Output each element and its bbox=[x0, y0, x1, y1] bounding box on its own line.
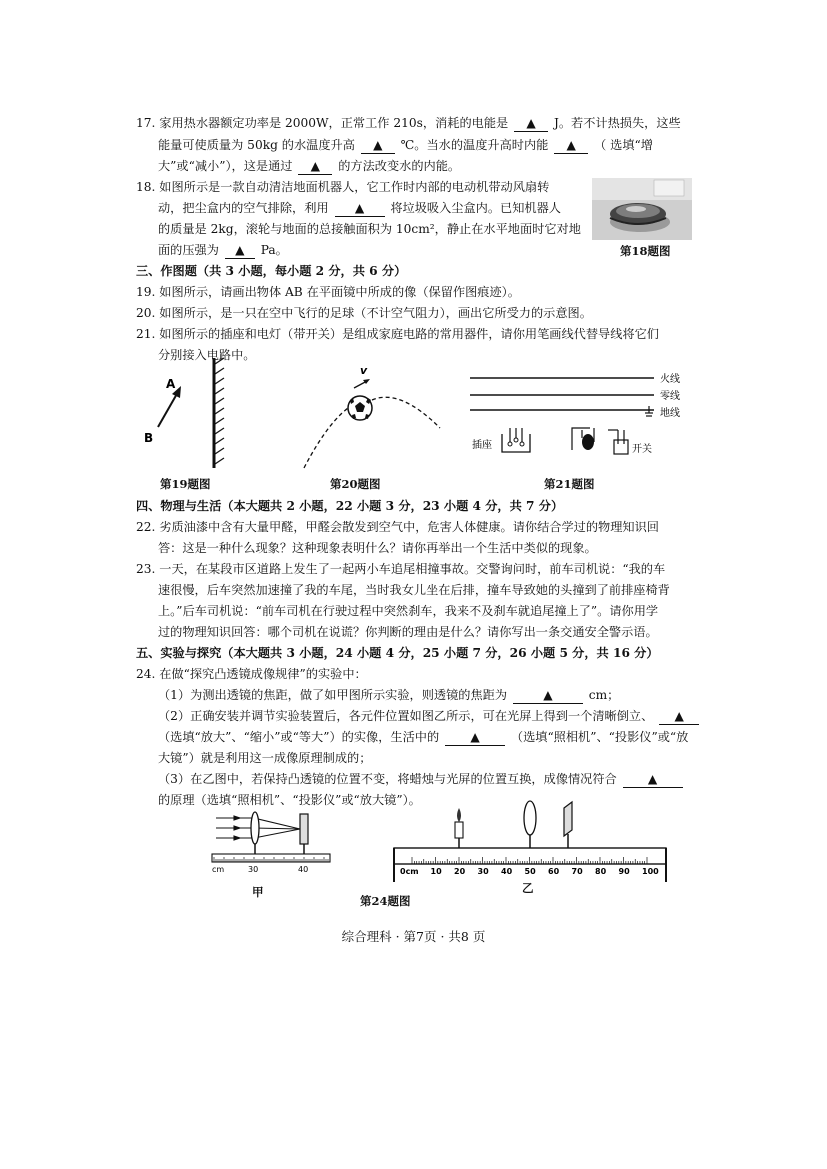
page-footer: 综合理科 · 第7页 · 共8 页 bbox=[341, 929, 486, 944]
ruler-tick-label: 40 bbox=[298, 865, 309, 874]
bench-tick-label: 40 bbox=[501, 867, 513, 876]
answer-blank[interactable]: ▲ bbox=[659, 708, 699, 725]
live-wire-label: 火线 bbox=[660, 374, 680, 385]
focal-length-figure bbox=[210, 808, 332, 880]
socket-label: 插座 bbox=[472, 440, 492, 451]
answer-blank[interactable]: ▲ bbox=[445, 729, 505, 746]
q22-text-2: 答：这是一种什么现象？这种现象表明什么？请你再举出一个生活中类似的现象。 bbox=[158, 541, 597, 555]
q21-text-2: 分别接入电路中。 bbox=[158, 348, 256, 362]
answer-blank[interactable]: ▲ bbox=[225, 242, 255, 259]
fig21-caption: 第21题图 bbox=[544, 477, 595, 491]
household-circuit-figure bbox=[468, 368, 688, 468]
q18-line-2: 动，把尘盒内的空气排除，利用 ▲ 将垃圾吸入尘盒内。已知机器人 bbox=[158, 201, 561, 215]
football-figure bbox=[290, 358, 450, 473]
switch-label: 开关 bbox=[632, 444, 652, 455]
bench-tick-label: 10 bbox=[430, 867, 442, 876]
plane-mirror-figure bbox=[136, 350, 246, 470]
ruler-tick-label: 30 bbox=[248, 865, 259, 874]
q18-line-3: 的质量是 2kg，滚轮与地面的总接触面积为 10cm²，静止在水平地面时它对地 bbox=[158, 222, 581, 236]
convex-lens-icon bbox=[524, 801, 536, 848]
q18-line-1: 18. 如图所示是一款自动清洁地面机器人，它工作时内部的电动机带动风扇转 bbox=[136, 180, 550, 194]
fig19-caption: 第19题图 bbox=[160, 477, 211, 491]
point-a-label: A bbox=[166, 377, 176, 391]
answer-blank[interactable]: ▲ bbox=[335, 200, 385, 217]
q24-part-2-line-1: （2）正确安装并调节实验装置后，各元件位置如图乙所示，可在光屏上得到一个清晰倒立、 ▲ bbox=[158, 708, 701, 725]
q24-part-1: （1）为测出透镜的焦距，做了如甲图所示实验，则透镜的焦距为 ▲ cm； bbox=[158, 688, 620, 702]
bench-tick-label: 100 bbox=[642, 867, 659, 876]
fig24-jia-label: 甲 bbox=[252, 885, 264, 899]
q24-part-2-line-2: （选填“放大”、“缩小”或“等大”）的实像，生活中的 ▲ （选填“照相机”、“投影仪”或“放 bbox=[158, 730, 689, 744]
answer-blank[interactable]: ▲ bbox=[298, 158, 332, 175]
bench-tick-label: 70 bbox=[571, 867, 583, 876]
velocity-label: v bbox=[360, 364, 368, 377]
q20-text: 20. 如图所示，是一只在空中飞行的足球（不计空气阻力），画出它所受力的示意图。 bbox=[136, 306, 592, 320]
bench-tick-label: 50 bbox=[524, 867, 536, 876]
ruler-unit-label: cm bbox=[212, 865, 225, 874]
bench-tick-label: 90 bbox=[618, 867, 630, 876]
q18-line-4: 面的压强为 ▲ Pa。 bbox=[158, 243, 288, 257]
answer-blank[interactable]: ▲ bbox=[623, 771, 683, 788]
q22-text-1: 22. 劣质油漆中含有大量甲醛，甲醛会散发到空气中，危害人体健康。请你结合学过的物理知识回 bbox=[136, 520, 659, 534]
fig24-caption: 第24题图 bbox=[360, 894, 411, 908]
bench-tick-label: 20 bbox=[454, 867, 466, 876]
point-b-label: B bbox=[144, 431, 154, 445]
neutral-wire-label: 零线 bbox=[660, 391, 680, 402]
bench-tick-label: 0cm bbox=[400, 867, 419, 876]
light-screen-icon bbox=[564, 802, 572, 848]
section-5-heading: 五、实验与探究（本大题共 3 小题，24 小题 4 分，25 小题 7 分，26 小题 5 分，共 16 分） bbox=[136, 646, 659, 660]
ground-icon bbox=[645, 406, 653, 416]
q23-text-4: 过的物理知识回答：哪个司机在说谎？你判断的理由是什么？请你写出一条交通安全警示语。 bbox=[158, 625, 658, 639]
q24-text: 24. 在做“探究凸透镜成像规律”的实验中： bbox=[136, 667, 367, 681]
answer-blank[interactable]: ▲ bbox=[514, 115, 548, 132]
socket-icon bbox=[502, 428, 530, 452]
section-3-heading: 三、作图题（共 3 小题，每小题 2 分，共 6 分） bbox=[136, 264, 407, 278]
q23-text-2: 速很慢，后车突然加速撞了我的车尾，当时我女儿坐在后排，撞车导致她的头撞到了前排座椅背 bbox=[158, 583, 670, 597]
fig24-yi-label: 乙 bbox=[522, 881, 534, 895]
ground-wire-label: 地线 bbox=[660, 408, 680, 419]
bench-tick-label: 60 bbox=[548, 867, 560, 876]
answer-blank[interactable]: ▲ bbox=[513, 687, 583, 704]
bench-tick-label: 80 bbox=[595, 867, 607, 876]
q19-text: 19. 如图所示，请画出物体 AB 在平面镜中所成的像（保留作图痕迹）。 bbox=[136, 285, 520, 299]
section-4-heading: 四、物理与生活（本大题共 2 小题，22 小题 3 分，23 小题 4 分，共 7 分） bbox=[136, 499, 564, 513]
optical-bench-figure bbox=[392, 800, 672, 890]
candle-icon bbox=[455, 808, 463, 848]
q23-text-1: 23. 一天，在某段市区道路上发生了一起两小车追尾相撞事故。交警询问时，前车司机说：“我的车 bbox=[136, 562, 666, 576]
q24-part-2-line-3: 大镜”）就是利用这一成像原理制成的； bbox=[158, 751, 372, 765]
q24-part-3-line-2: 的原理（选填“照相机”、“投影仪”或“放大镜”）。 bbox=[158, 793, 421, 807]
q17-line-3: 大”或“减小”），这是通过 ▲ 的方法改变水的内能。 bbox=[158, 159, 461, 173]
q23-text-3: 上。”后车司机说：“前车司机在行驶过程中突然刹车，我来不及刹车就追尾撞上了”。请你用学 bbox=[158, 604, 659, 618]
bench-tick-label: 30 bbox=[477, 867, 489, 876]
q24-part-3-line-1: （3）在乙图中，若保持凸透镜的位置不变，将蜡烛与光屏的位置互换，成像情况符合 ▲ bbox=[158, 771, 685, 788]
q17-line-2: 能量可使质量为 50kg 的水温度升高 ▲ ℃。当水的温度升高时内能 ▲ （ 选填“增 bbox=[158, 138, 653, 152]
fig20-caption: 第20题图 bbox=[330, 477, 381, 491]
robot-vacuum-figure bbox=[592, 178, 692, 240]
answer-blank[interactable]: ▲ bbox=[554, 137, 588, 154]
fig18-caption: 第18题图 bbox=[620, 244, 671, 258]
switch-icon bbox=[608, 430, 628, 454]
q17-line-1: 17. 家用热水器额定功率是 2000W，正常工作 210s，消耗的电能是 ▲ J。若不计热损失，这些 bbox=[136, 116, 681, 130]
lamp-icon bbox=[572, 428, 594, 450]
q21-text-1: 21. 如图所示的插座和电灯（带开关）是组成家庭电路的常用器件，请你用笔画线代替导线将它们 bbox=[136, 327, 659, 341]
answer-blank[interactable]: ▲ bbox=[361, 137, 395, 154]
